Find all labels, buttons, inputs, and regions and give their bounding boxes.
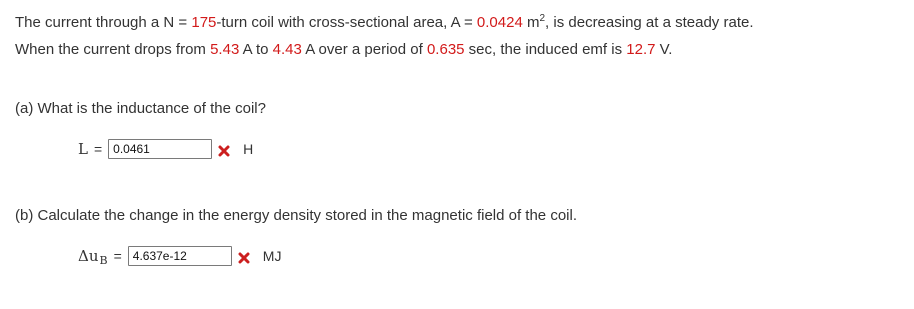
area-unit-power: 2 (539, 13, 546, 24)
emf-value: 12.7 (626, 41, 656, 58)
problem-text: A over a period of (301, 41, 427, 58)
turns-value: 175 (191, 14, 217, 31)
final-current-value: 4.43 (272, 41, 302, 58)
red-x-icon (217, 144, 231, 158)
part-a-unit: H (243, 141, 254, 157)
problem-statement-line-1 (15, 9, 754, 33)
time-value: 0.635 (426, 41, 465, 58)
problem-text: A to (239, 41, 273, 58)
part-b-variable-label (78, 247, 108, 265)
problem-text: sec, the induced emf is (464, 41, 627, 58)
equals-sign: = (113, 248, 122, 264)
part-b-variable-subscript: B (99, 254, 108, 267)
red-x-icon (237, 251, 251, 265)
area-value: 0.0424 (476, 14, 523, 31)
initial-current-value: 5.43 (210, 41, 240, 58)
part-a-variable-label: L (78, 140, 88, 158)
problem-text: The current through a N = (15, 14, 192, 31)
part-b-variable-symbol: Δu (78, 247, 99, 265)
problem-statement-line-2 (15, 40, 672, 60)
part-a-answer-row (78, 138, 253, 160)
part-b-answer-row (78, 245, 281, 267)
part-b-question: (b) Calculate the change in the energy density stored in the magnetic field of the coil. (15, 207, 577, 224)
problem-text: , is decreasing at a steady rate. (545, 14, 754, 31)
part-a-answer-input[interactable] (108, 139, 212, 159)
area-unit: m (526, 14, 540, 31)
problem-text: When the current drops from (15, 41, 211, 58)
problem-text: V. (655, 41, 673, 58)
equals-sign: = (93, 141, 103, 157)
part-b-unit: MJ (262, 248, 282, 264)
part-b-answer-input[interactable] (128, 246, 232, 266)
part-a-question: (a) What is the inductance of the coil? (15, 100, 266, 117)
problem-text: -turn coil with cross-sectional area, A = (216, 14, 477, 31)
